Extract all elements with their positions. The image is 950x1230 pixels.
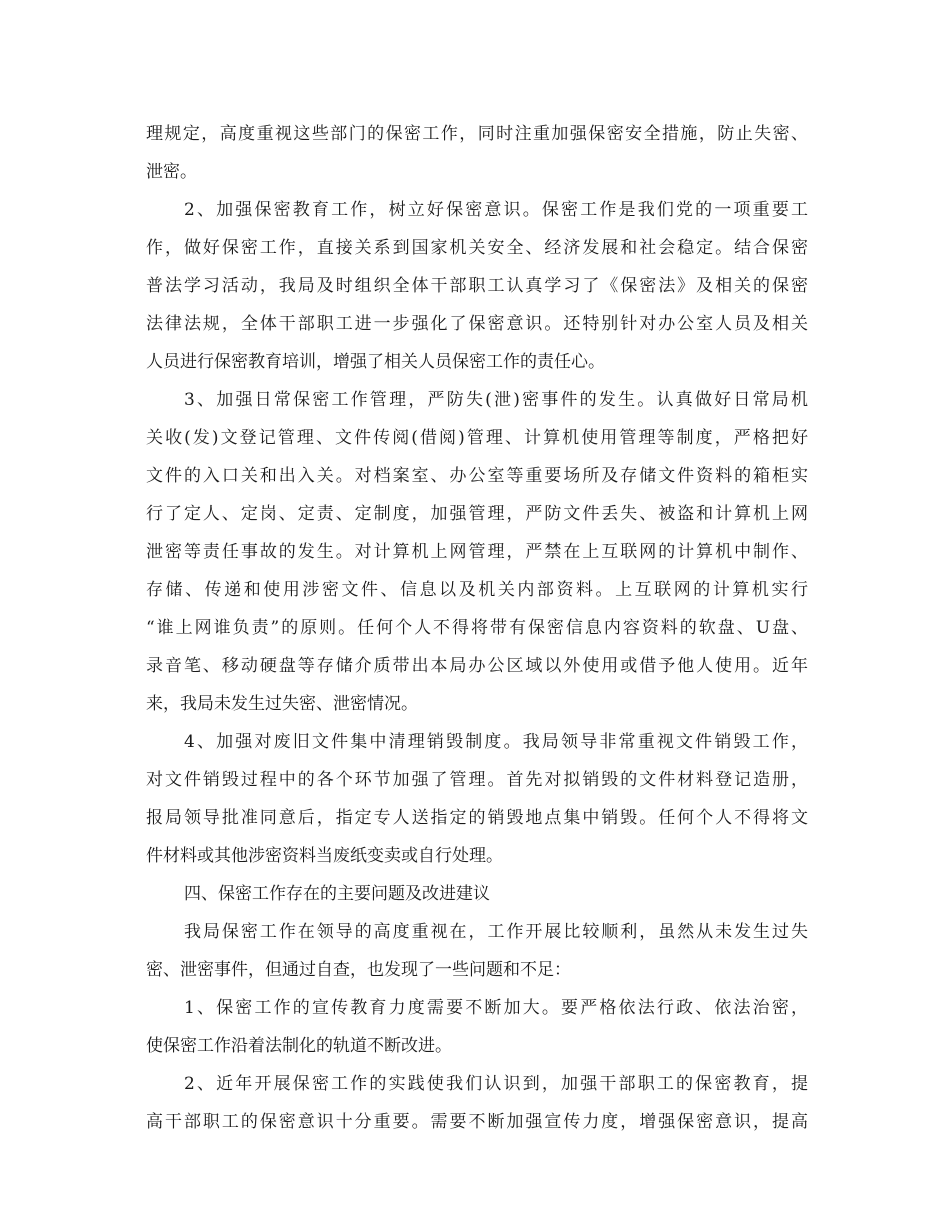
text-line: 4、加强对废旧文件集中清理销毁制度。我局领导非常重视文件销毁工作，	[184, 732, 808, 752]
text-line: 作，做好保密工作，直接关系到国家机关安全、经济发展和社会稳定。结合保密	[146, 238, 808, 258]
text-line: 高干部职工的保密意识十分重要。需要不断加强宣传力度，增强保密意识，提高	[146, 1112, 808, 1132]
text-line: 泄密。	[146, 162, 197, 182]
text-line: “谁上网谁负责”的原则。任何个人不得将带有保密信息内容资料的软盘、U盘、	[146, 618, 808, 638]
text-line: 普法学习活动，我局及时组织全体干部职工认真学习了《保密法》及相关的保密	[146, 276, 808, 296]
text-line: 录音笔、移动硬盘等存储介质带出本局办公区域以外使用或借予他人使用。近年	[146, 656, 808, 676]
text-line: 理规定，高度重视这些部门的保密工作，同时注重加强保密安全措施，防止失密、	[146, 124, 808, 144]
text-line: 人员进行保密教育培训，增强了相关人员保密工作的责任心。	[146, 352, 605, 372]
text-line: 来，我局未发生过失密、泄密情况。	[146, 694, 418, 714]
text-line: 2、加强保密教育工作，树立好保密意识。保密工作是我们党的一项重要工	[184, 200, 808, 220]
text-line: 1、保密工作的宣传教育力度需要不断加大。要严格依法行政、依法治密，	[184, 998, 808, 1018]
text-line: 关收(发)文登记管理、文件传阅(借阅)管理、计算机使用管理等制度，严格把好	[146, 428, 808, 448]
text-line: 我局保密工作在领导的高度重视在，工作开展比较顺利，虽然从未发生过失	[184, 922, 808, 942]
text-line: 2、近年开展保密工作的实践使我们认识到，加强干部职工的保密教育，提	[184, 1074, 808, 1094]
text-line: 报局领导批准同意后，指定专人送指定的销毁地点集中销毁。任何个人不得将文	[146, 808, 808, 828]
text-line: 泄密等责任事故的发生。对计算机上网管理，严禁在上互联网的计算机中制作、	[146, 542, 808, 562]
text-line: 密、泄密事件，但通过自查，也发现了一些问题和不足：	[146, 960, 571, 980]
text-line: 使保密工作沿着法制化的轨道不断改进。	[146, 1036, 452, 1056]
text-line: 四、保密工作存在的主要问题及改进建议	[184, 884, 490, 904]
text-line: 3、加强日常保密工作管理，严防失(泄)密事件的发生。认真做好日常局机	[184, 390, 808, 410]
text-line: 件材料或其他涉密资料当废纸变卖或自行处理。	[146, 846, 503, 866]
text-line: 存储、传递和使用涉密文件、信息以及机关内部资料。上互联网的计算机实行	[146, 580, 808, 600]
document-body	[146, 115, 808, 1141]
text-line: 文件的入口关和出入关。对档案室、办公室等重要场所及存储文件资料的箱柜实	[146, 466, 808, 486]
text-line: 行了定人、定岗、定责、定制度，加强管理，严防文件丢失、被盗和计算机上网	[146, 504, 808, 524]
text-line: 对文件销毁过程中的各个环节加强了管理。首先对拟销毁的文件材料登记造册，	[146, 770, 808, 790]
text-line: 法律法规，全体干部职工进一步强化了保密意识。还特别针对办公室人员及相关	[146, 314, 808, 334]
